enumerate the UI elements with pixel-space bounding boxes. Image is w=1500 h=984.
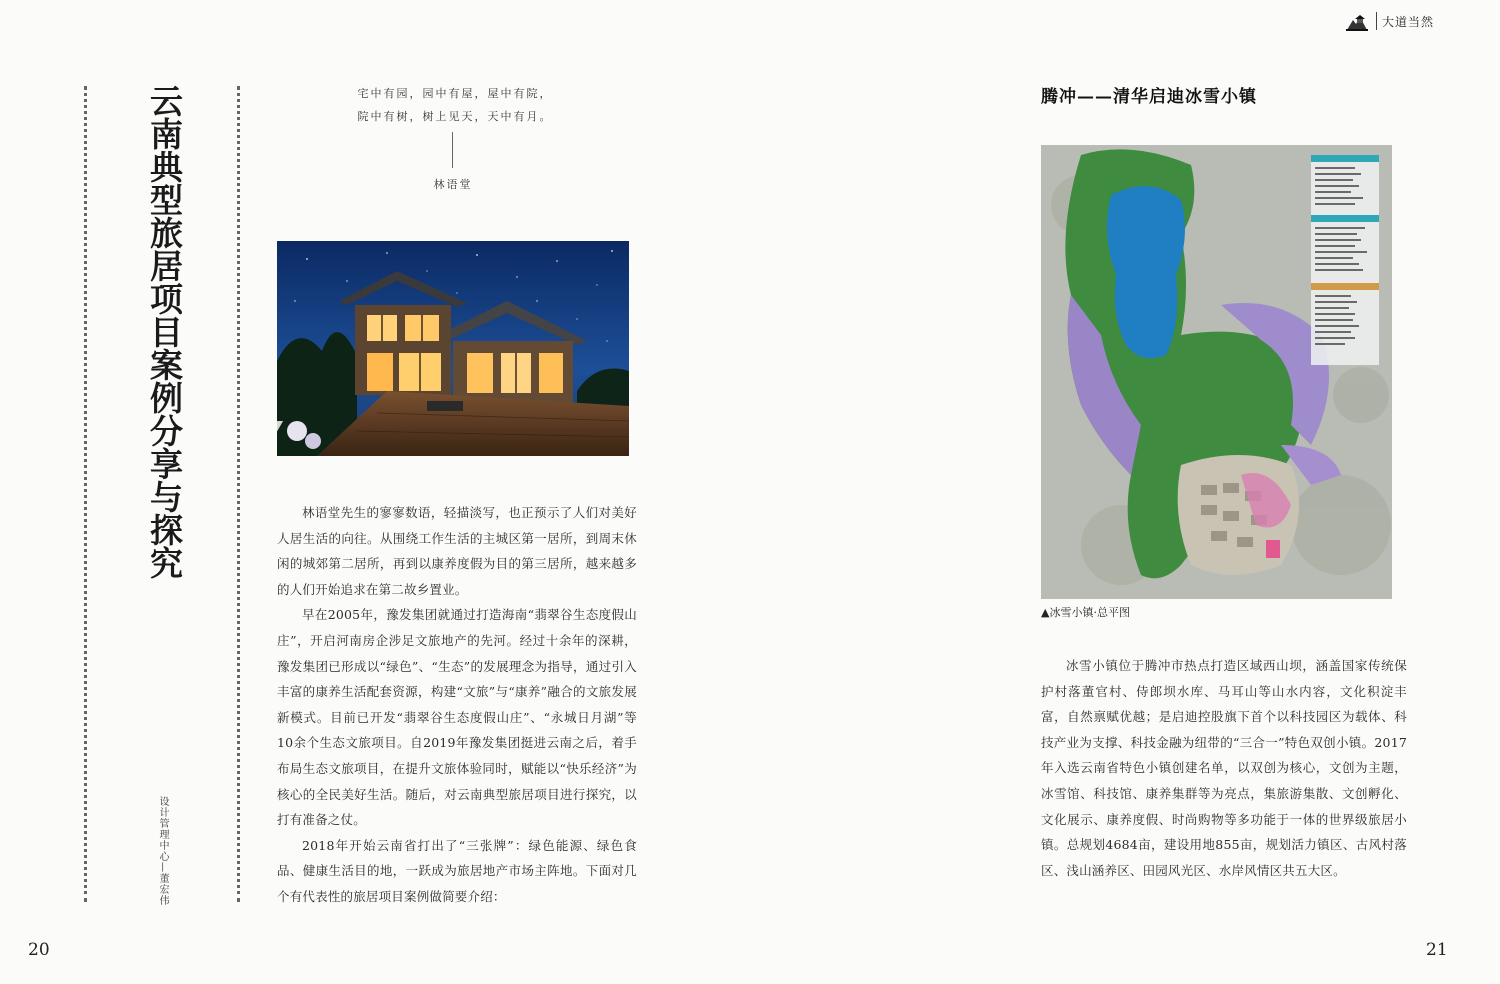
logo-divider	[1376, 12, 1377, 30]
inner-dotted-rule	[237, 86, 240, 902]
page-number-left: 20	[28, 940, 50, 960]
article-author: 设计管理中心—董宏伟	[157, 796, 168, 906]
map-caption: ▲冰雪小镇·总平图	[1041, 606, 1130, 619]
right-body-text	[1041, 653, 1407, 883]
villa-night-photo	[277, 241, 629, 456]
epigraph	[330, 82, 580, 128]
epigraph-line: 宅中有园，园中有屋，屋中有院，	[357, 87, 553, 100]
article-title: 云南典型旅居项目案例分享与探究	[145, 84, 184, 579]
epigraph-divider	[452, 132, 453, 168]
brand-name: 大道当然	[1382, 15, 1435, 29]
page-number-right: 21	[1426, 940, 1448, 960]
paragraph: 林语堂先生的寥寥数语，轻描淡写，也正预示了人们对美好人居生活的向往。从围绕工作生活的主城区第一居所，到周末休闲的城郊第二居所，再到以康养度假为目的第三居所，越来越多的人们开始追求在第二故乡置业。	[277, 505, 637, 597]
epigraph-author: 林语堂	[433, 178, 473, 191]
master-plan-map	[1041, 145, 1392, 599]
brand-logo	[1344, 8, 1444, 34]
left-body-text	[277, 500, 637, 910]
paragraph: 早在2005年，豫发集团就通过打造海南“翡翠谷生态度假山庄”，开启河南房企涉足文旅地产的先河。经过十余年的深耕，豫发集团已形成以“绿色”、“生态”的发展理念为指导，通过引入丰富的康养生活配套资源，构建“文旅”与“康养”融合的文旅发展新模式。目前已开发“翡翠谷生态度假山庄”、“永城日月湖”等10余个生态文旅项目。自2019年豫发集团挺进云南之后，着手布局生态文旅项目，在提升文旅体验同时，赋能以“快乐经济”为核心的全民美好生活。随后，对云南典型旅居项目进行探究，以打有准备之仗。	[277, 607, 637, 828]
left-dotted-rule	[84, 86, 87, 902]
mountain-pavilion-icon	[1346, 11, 1368, 31]
paragraph: 2018年开始云南省打出了“三张牌”：绿色能源、绿色食品、健康生活目的地，一跃成为旅居地产市场主阵地。下面对几个有代表性的旅居项目案例做简要介绍：	[277, 837, 637, 904]
section-title: 腾冲——清华启迪冰雪小镇	[1041, 87, 1257, 107]
paragraph: 冰雪小镇位于腾冲市热点打造区域西山坝，涵盖国家传统保护村落董官村、侍郎坝水库、马耳山等山水内容，文化积淀丰富，自然禀赋优越；是启迪控股旗下首个以科技园区为载体、科技产业为支撑、科技金融为纽带的“三合一”特色双创小镇。2017年入选云南省特色小镇创建名单，以双创为核心，文创为主题，冰雪馆、科技馆、康养集群等为亮点，集旅游集散、文创孵化、文化展示、康养度假、时尚购物等多功能于一体的世界级旅居小镇。总规划4684亩，建设用地855亩，规划活力镇区、古风村落区、浅山涵养区、田园风光区、水岸风情区共五大区。	[1041, 658, 1407, 878]
epigraph-line: 院中有树，树上见天，天中有月。	[357, 110, 553, 123]
